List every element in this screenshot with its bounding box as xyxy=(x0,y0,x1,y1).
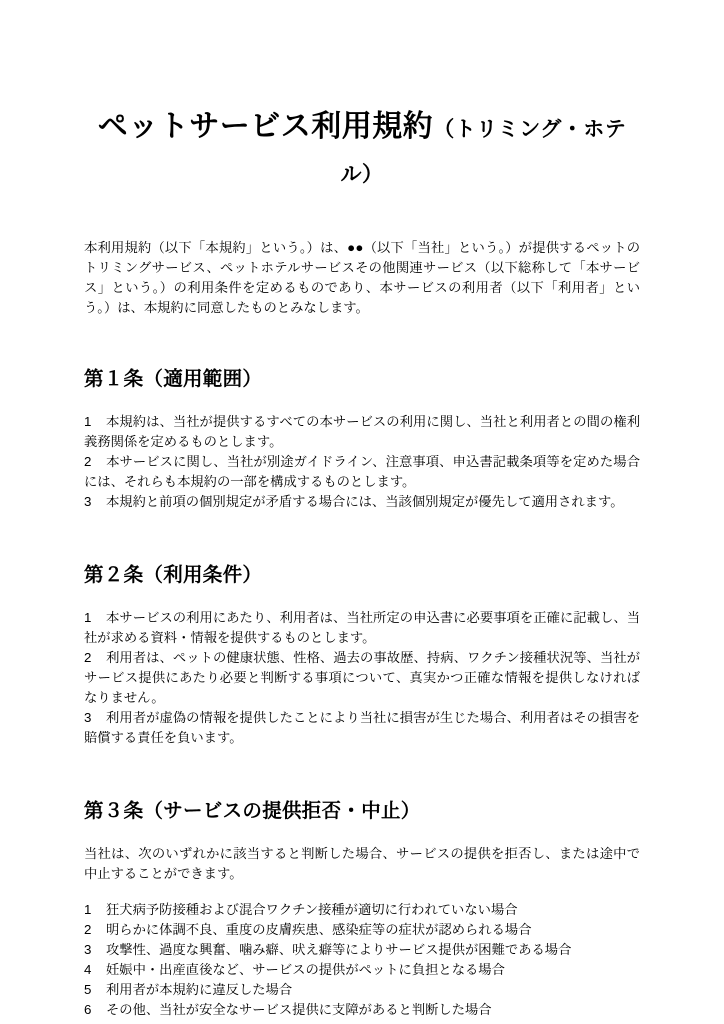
clause-list-2 xyxy=(84,608,640,748)
clause-number: 5 xyxy=(84,982,92,997)
section-heading-2: 第２条（利用条件） xyxy=(84,564,263,586)
page-title-main: ペットサービス利用規約 xyxy=(97,110,434,143)
clause-text: 本サービスに関し、当社が別途ガイドライン、注意事項、申込書記載条項等を定めた場合には、それらも本規約の一部を構成するものとします。 xyxy=(84,454,640,489)
section-article-3 xyxy=(84,748,640,1020)
section-article-2 xyxy=(84,512,640,748)
clause-number: 3 xyxy=(84,942,92,957)
clause-number: 6 xyxy=(84,1002,92,1017)
clause-number: 1 xyxy=(84,610,92,625)
clause-text: 妊娠中・出産直後など、サービスの提供がペットに負担となる場合 xyxy=(106,962,505,977)
section-lead-3: 当社は、次のいずれかに該当すると判断した場合、サービスの提供を拒否し、または途中で中止することができます。 xyxy=(84,846,640,881)
clause-item xyxy=(84,412,640,452)
clause-number: 1 xyxy=(84,902,92,917)
clause-item xyxy=(84,452,640,492)
page-title xyxy=(84,0,640,196)
clause-text: 攻撃性、過度な興奮、噛み癖、吠え癖等によりサービス提供が困難である場合 xyxy=(106,942,572,957)
clause-number: 3 xyxy=(84,710,92,725)
intro-paragraph: 本利用規約（以下「本規約」という。）は、●●（以下「当社」という。）が提供するペットのトリミングサービス、ペットホテルサービスその他関連サービス（以下総称して「本サービス」という。）の利用条件を定めるものであり、本サービスの利用者（以下「利用者」という。）は、本規約に同意したものとみなします。 xyxy=(84,240,640,315)
clause-item xyxy=(84,960,640,980)
clause-item xyxy=(84,492,640,512)
clause-number: 2 xyxy=(84,650,92,665)
page-title-subtitle: （トリミング・ホテル） xyxy=(340,118,627,186)
clause-text: 利用者が本規約に違反した場合 xyxy=(106,982,293,997)
clause-text: 本規約は、当社が提供するすべての本サービスの利用に関し、当社と利用者との間の権利義務関係を定めるものとします。 xyxy=(84,414,640,449)
clause-item xyxy=(84,1000,640,1020)
clause-text: 本規約と前項の個別規定が矛盾する場合には、当該個別規定が優先して適用されます。 xyxy=(106,494,624,509)
clause-text: 利用者が虚偽の情報を提供したことにより当社に損害が生じた場合、利用者はその損害を賠償する責任を負います。 xyxy=(84,710,640,745)
clause-item xyxy=(84,920,640,940)
clause-number: 2 xyxy=(84,454,92,469)
clause-text: 狂犬病予防接種および混合ワクチン接種が適切に行われていない場合 xyxy=(106,902,518,917)
clause-number: 1 xyxy=(84,414,92,429)
clause-item xyxy=(84,708,640,748)
clause-text: 明らかに体調不良、重度の皮膚疾患、感染症等の症状が認められる場合 xyxy=(106,922,532,937)
clause-text: 本サービスの利用にあたり、利用者は、当社所定の申込書に必要事項を正確に記載し、当社が求める資料・情報を提供するものとします。 xyxy=(84,610,640,645)
clause-number: 3 xyxy=(84,494,92,509)
clause-item xyxy=(84,940,640,960)
clause-list-1 xyxy=(84,412,640,512)
clause-item xyxy=(84,648,640,708)
clause-text: 利用者は、ペットの健康状態、性格、過去の事故歴、持病、ワクチン接種状況等、当社がサービス提供にあたり必要と判断する事項について、真実かつ正確な情報を提供しなければなりません。 xyxy=(84,650,640,705)
clause-number: 2 xyxy=(84,922,92,937)
clause-item xyxy=(84,900,640,920)
section-heading-3: 第３条（サービスの提供拒否・中止） xyxy=(84,800,421,822)
clause-list-3 xyxy=(84,900,640,1020)
section-article-1 xyxy=(84,318,640,512)
section-heading-1: 第１条（適用範囲） xyxy=(84,368,263,390)
clause-text: その他、当社が安全なサービス提供に支障があると判断した場合 xyxy=(106,1002,492,1017)
clause-item xyxy=(84,608,640,648)
clause-item xyxy=(84,980,640,1000)
clause-number: 4 xyxy=(84,962,92,977)
